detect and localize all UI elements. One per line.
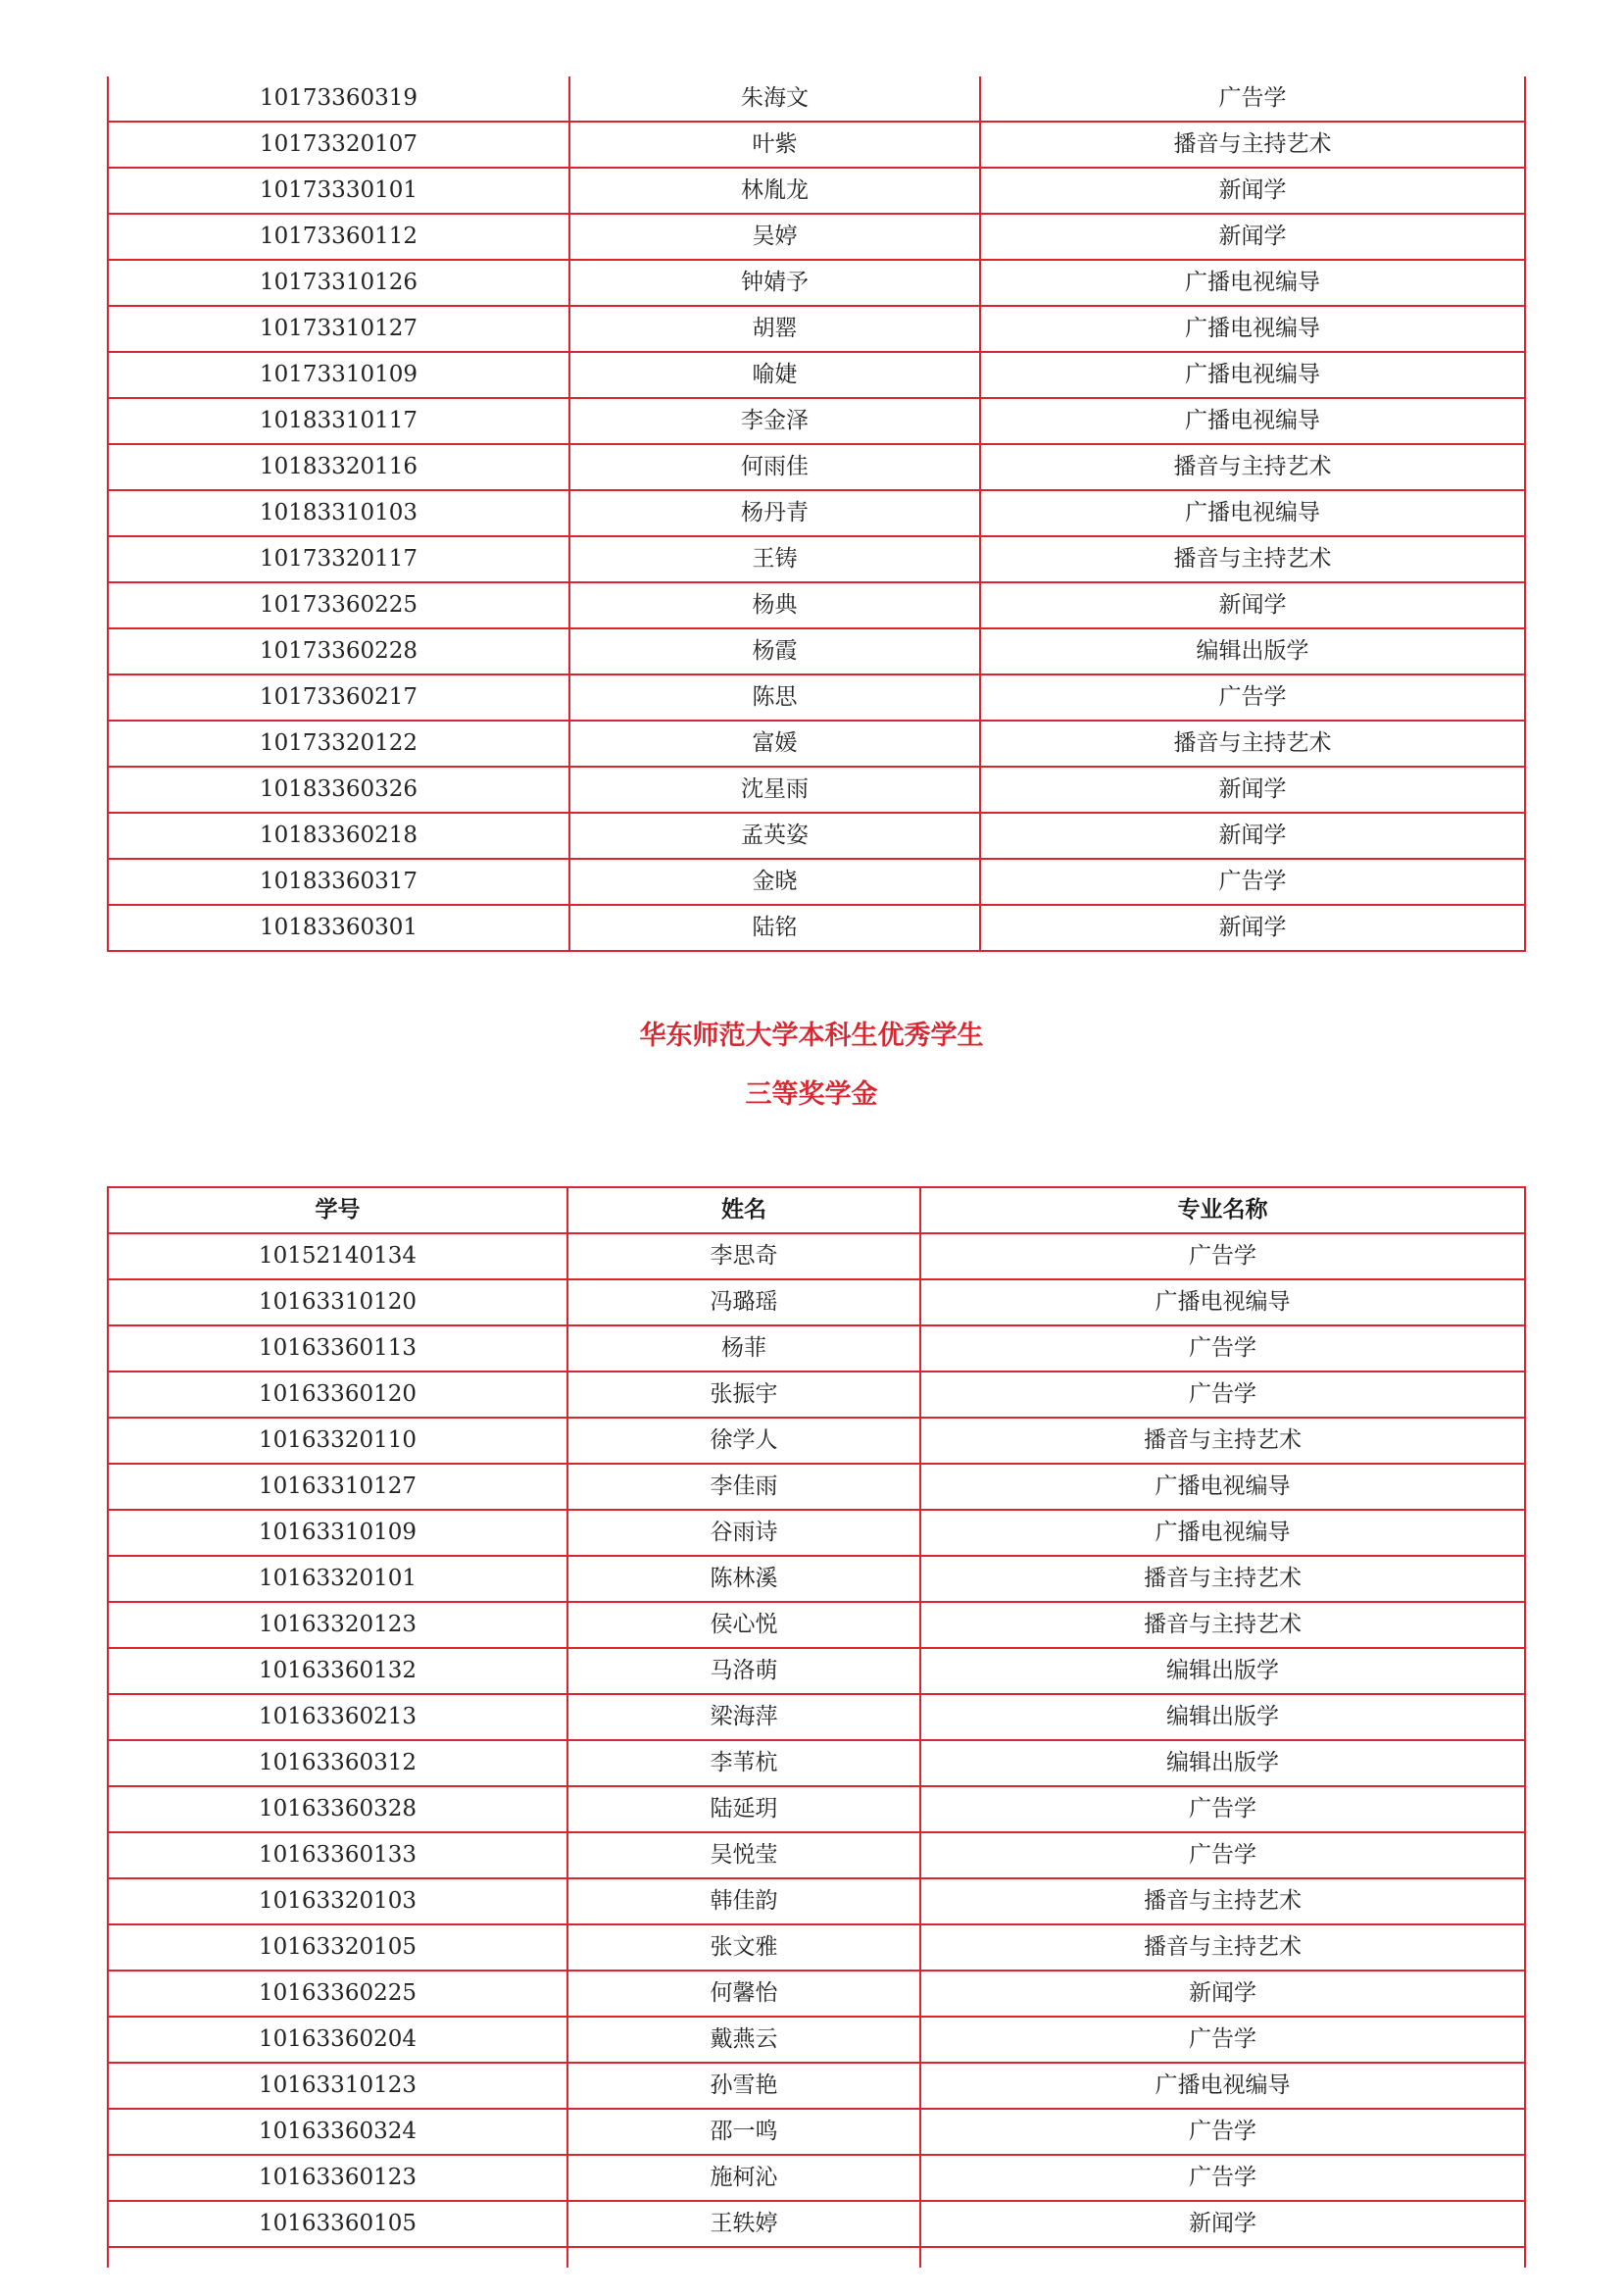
cell-major: 广告学 bbox=[980, 859, 1525, 905]
cell-major: 播音与主持艺术 bbox=[920, 1556, 1525, 1602]
table-row bbox=[108, 859, 1525, 905]
table-row bbox=[108, 76, 1525, 122]
table-row bbox=[108, 352, 1525, 398]
cell-name: 杨丹青 bbox=[569, 490, 980, 536]
cell-student-id: 10173320117 bbox=[108, 536, 569, 582]
cell-major: 编辑出版学 bbox=[920, 1740, 1525, 1786]
empty-cell bbox=[108, 2247, 567, 2268]
table-row bbox=[108, 444, 1525, 490]
cell-major: 广告学 bbox=[920, 1786, 1525, 1832]
cell-student-id: 10173360225 bbox=[108, 582, 569, 628]
empty-cell bbox=[920, 2247, 1525, 2268]
table-row bbox=[108, 260, 1525, 306]
cell-major: 播音与主持艺术 bbox=[980, 444, 1525, 490]
cell-name: 叶紫 bbox=[569, 122, 980, 168]
cell-major: 广告学 bbox=[920, 1372, 1525, 1418]
cell-name: 陆延玥 bbox=[567, 1786, 920, 1832]
section-subtitle: 三等奖学金 bbox=[745, 1079, 878, 1110]
cell-major: 广告学 bbox=[980, 674, 1525, 721]
cell-student-id: 10183320116 bbox=[108, 444, 569, 490]
cell-student-id: 10163310123 bbox=[108, 2063, 567, 2109]
cell-student-id: 10163360312 bbox=[108, 1740, 567, 1786]
cell-student-id: 10163360225 bbox=[108, 1971, 567, 2017]
header-student-id: 学号 bbox=[108, 1187, 567, 1233]
cell-major: 播音与主持艺术 bbox=[920, 1418, 1525, 1464]
cell-major: 广播电视编导 bbox=[980, 306, 1525, 352]
cell-name: 侯心悦 bbox=[567, 1602, 920, 1648]
cell-major: 新闻学 bbox=[920, 2201, 1525, 2247]
cell-name: 梁海萍 bbox=[567, 1694, 920, 1740]
cell-student-id: 10163320105 bbox=[108, 1924, 567, 1971]
cell-major: 编辑出版学 bbox=[920, 1648, 1525, 1694]
cell-name: 张文雅 bbox=[567, 1924, 920, 1971]
table-row bbox=[108, 1325, 1525, 1372]
cell-student-id: 10163360123 bbox=[108, 2155, 567, 2201]
empty-cell bbox=[567, 2247, 920, 2268]
cell-name: 何雨佳 bbox=[569, 444, 980, 490]
cell-name: 杨典 bbox=[569, 582, 980, 628]
cell-name: 金晓 bbox=[569, 859, 980, 905]
section-title: 华东师范大学本科生优秀学生 bbox=[639, 1021, 984, 1051]
cell-name: 陆铭 bbox=[569, 905, 980, 951]
cell-student-id: 10163310109 bbox=[108, 1510, 567, 1556]
table-row bbox=[108, 1648, 1525, 1694]
cell-student-id: 10163360120 bbox=[108, 1372, 567, 1418]
cell-student-id: 10183310103 bbox=[108, 490, 569, 536]
table-row bbox=[108, 1464, 1525, 1510]
table-row bbox=[108, 674, 1525, 721]
cell-major: 广告学 bbox=[920, 2155, 1525, 2201]
cell-student-id: 10173320107 bbox=[108, 122, 569, 168]
table-row bbox=[108, 1279, 1525, 1325]
table-row bbox=[108, 1878, 1525, 1924]
table-row bbox=[108, 398, 1525, 444]
awardee-table-body bbox=[108, 76, 1525, 951]
cell-student-id: 10183360301 bbox=[108, 905, 569, 951]
cell-name: 徐学人 bbox=[567, 1418, 920, 1464]
table-row bbox=[108, 214, 1525, 260]
table-row bbox=[108, 628, 1525, 674]
header-name: 姓名 bbox=[567, 1187, 920, 1233]
cell-student-id: 10163360105 bbox=[108, 2201, 567, 2247]
cell-student-id: 10163320101 bbox=[108, 1556, 567, 1602]
cell-student-id: 10163360132 bbox=[108, 1648, 567, 1694]
cell-name: 孟英姿 bbox=[569, 813, 980, 859]
cell-student-id: 10163320103 bbox=[108, 1878, 567, 1924]
cell-name: 张振宇 bbox=[567, 1372, 920, 1418]
cell-student-id: 10173330101 bbox=[108, 168, 569, 214]
cell-name: 喻婕 bbox=[569, 352, 980, 398]
table-row bbox=[108, 2017, 1525, 2063]
cell-major: 广播电视编导 bbox=[920, 1464, 1525, 1510]
table-row bbox=[108, 1971, 1525, 2017]
cell-name: 李佳雨 bbox=[567, 1464, 920, 1510]
cell-student-id: 10173310127 bbox=[108, 306, 569, 352]
table-row bbox=[108, 1510, 1525, 1556]
cell-name: 戴燕云 bbox=[567, 2017, 920, 2063]
cell-name: 韩佳韵 bbox=[567, 1878, 920, 1924]
cell-major: 播音与主持艺术 bbox=[980, 536, 1525, 582]
cell-major: 广告学 bbox=[920, 2017, 1525, 2063]
cell-name: 杨菲 bbox=[567, 1325, 920, 1372]
cell-major: 广告学 bbox=[980, 76, 1525, 122]
cell-major: 新闻学 bbox=[980, 582, 1525, 628]
table-row bbox=[108, 306, 1525, 352]
cell-major: 播音与主持艺术 bbox=[920, 1602, 1525, 1648]
table-row bbox=[108, 2201, 1525, 2247]
cell-major: 广播电视编导 bbox=[920, 1279, 1525, 1325]
cell-major: 新闻学 bbox=[980, 168, 1525, 214]
awardee-table-continued bbox=[107, 76, 1526, 952]
cell-name: 陈思 bbox=[569, 674, 980, 721]
table-row bbox=[108, 1832, 1525, 1878]
cell-name: 马洛萌 bbox=[567, 1648, 920, 1694]
cell-major: 编辑出版学 bbox=[920, 1694, 1525, 1740]
table-row bbox=[108, 1740, 1525, 1786]
table-row bbox=[108, 1694, 1525, 1740]
cell-name: 李苇杭 bbox=[567, 1740, 920, 1786]
cell-name: 朱海文 bbox=[569, 76, 980, 122]
cell-major: 广播电视编导 bbox=[980, 352, 1525, 398]
cell-student-id: 10183360218 bbox=[108, 813, 569, 859]
cell-student-id: 10163360324 bbox=[108, 2109, 567, 2155]
table-row bbox=[108, 721, 1525, 767]
cell-student-id: 10163320110 bbox=[108, 1418, 567, 1464]
table-row bbox=[108, 1418, 1525, 1464]
cell-major: 广告学 bbox=[920, 2109, 1525, 2155]
cell-student-id: 10163360133 bbox=[108, 1832, 567, 1878]
third-class-scholarship-table bbox=[107, 1186, 1526, 2268]
table-row-continuation bbox=[108, 2247, 1525, 2268]
cell-major: 新闻学 bbox=[980, 905, 1525, 951]
cell-major: 广播电视编导 bbox=[980, 260, 1525, 306]
cell-name: 王轶婷 bbox=[567, 2201, 920, 2247]
table-row bbox=[108, 2109, 1525, 2155]
cell-student-id: 10173360112 bbox=[108, 214, 569, 260]
cell-major: 广告学 bbox=[920, 1832, 1525, 1878]
table-row bbox=[108, 1786, 1525, 1832]
cell-major: 广播电视编导 bbox=[980, 398, 1525, 444]
table-row bbox=[108, 813, 1525, 859]
table-header-row bbox=[108, 1187, 1525, 1233]
cell-name: 何馨怡 bbox=[567, 1971, 920, 2017]
cell-major: 播音与主持艺术 bbox=[920, 1924, 1525, 1971]
cell-student-id: 10163360204 bbox=[108, 2017, 567, 2063]
cell-major: 广播电视编导 bbox=[920, 1510, 1525, 1556]
scholarship-table-body bbox=[108, 1233, 1525, 2268]
cell-major: 广播电视编导 bbox=[920, 2063, 1525, 2109]
cell-name: 钟婧予 bbox=[569, 260, 980, 306]
cell-student-id: 10173360217 bbox=[108, 674, 569, 721]
cell-major: 播音与主持艺术 bbox=[980, 721, 1525, 767]
cell-name: 谷雨诗 bbox=[567, 1510, 920, 1556]
cell-student-id: 10173310126 bbox=[108, 260, 569, 306]
cell-major: 新闻学 bbox=[980, 767, 1525, 813]
cell-name: 林胤龙 bbox=[569, 168, 980, 214]
cell-student-id: 10183310117 bbox=[108, 398, 569, 444]
cell-major: 新闻学 bbox=[920, 1971, 1525, 2017]
cell-student-id: 10163360113 bbox=[108, 1325, 567, 1372]
cell-major: 编辑出版学 bbox=[980, 628, 1525, 674]
table-row bbox=[108, 2063, 1525, 2109]
cell-student-id: 10163360213 bbox=[108, 1694, 567, 1740]
cell-student-id: 10183360326 bbox=[108, 767, 569, 813]
table-row bbox=[108, 490, 1525, 536]
table-row bbox=[108, 1372, 1525, 1418]
cell-name: 富媛 bbox=[569, 721, 980, 767]
cell-major: 新闻学 bbox=[980, 214, 1525, 260]
cell-student-id: 10163310120 bbox=[108, 1279, 567, 1325]
table-row bbox=[108, 1924, 1525, 1971]
cell-student-id: 10173360319 bbox=[108, 76, 569, 122]
table-row bbox=[108, 168, 1525, 214]
cell-student-id: 10173320122 bbox=[108, 721, 569, 767]
table-row bbox=[108, 122, 1525, 168]
cell-student-id: 10173360228 bbox=[108, 628, 569, 674]
cell-major: 播音与主持艺术 bbox=[920, 1878, 1525, 1924]
table-row bbox=[108, 1556, 1525, 1602]
cell-student-id: 10163320123 bbox=[108, 1602, 567, 1648]
cell-name: 沈星雨 bbox=[569, 767, 980, 813]
cell-name: 冯璐瑶 bbox=[567, 1279, 920, 1325]
header-major: 专业名称 bbox=[920, 1187, 1525, 1233]
cell-name: 孙雪艳 bbox=[567, 2063, 920, 2109]
cell-name: 吴婷 bbox=[569, 214, 980, 260]
cell-major: 播音与主持艺术 bbox=[980, 122, 1525, 168]
cell-major: 新闻学 bbox=[980, 813, 1525, 859]
cell-student-id: 10163360328 bbox=[108, 1786, 567, 1832]
cell-name: 邵一鸣 bbox=[567, 2109, 920, 2155]
cell-name: 杨霞 bbox=[569, 628, 980, 674]
cell-name: 李金泽 bbox=[569, 398, 980, 444]
cell-major: 广告学 bbox=[920, 1325, 1525, 1372]
cell-name: 施柯沁 bbox=[567, 2155, 920, 2201]
cell-major: 广播电视编导 bbox=[980, 490, 1525, 536]
cell-name: 李思奇 bbox=[567, 1233, 920, 1279]
cell-name: 陈林溪 bbox=[567, 1556, 920, 1602]
cell-student-id: 10173310109 bbox=[108, 352, 569, 398]
table-row bbox=[108, 582, 1525, 628]
table-row bbox=[108, 767, 1525, 813]
cell-student-id: 10183360317 bbox=[108, 859, 569, 905]
table-row bbox=[108, 536, 1525, 582]
table-row bbox=[108, 1602, 1525, 1648]
cell-major: 广告学 bbox=[920, 1233, 1525, 1279]
table-row bbox=[108, 2155, 1525, 2201]
cell-name: 胡罂 bbox=[569, 306, 980, 352]
cell-student-id: 10163310127 bbox=[108, 1464, 567, 1510]
cell-name: 吴悦莹 bbox=[567, 1832, 920, 1878]
cell-student-id: 10152140134 bbox=[108, 1233, 567, 1279]
table-row bbox=[108, 905, 1525, 951]
table-row bbox=[108, 1233, 1525, 1279]
cell-name: 王铸 bbox=[569, 536, 980, 582]
